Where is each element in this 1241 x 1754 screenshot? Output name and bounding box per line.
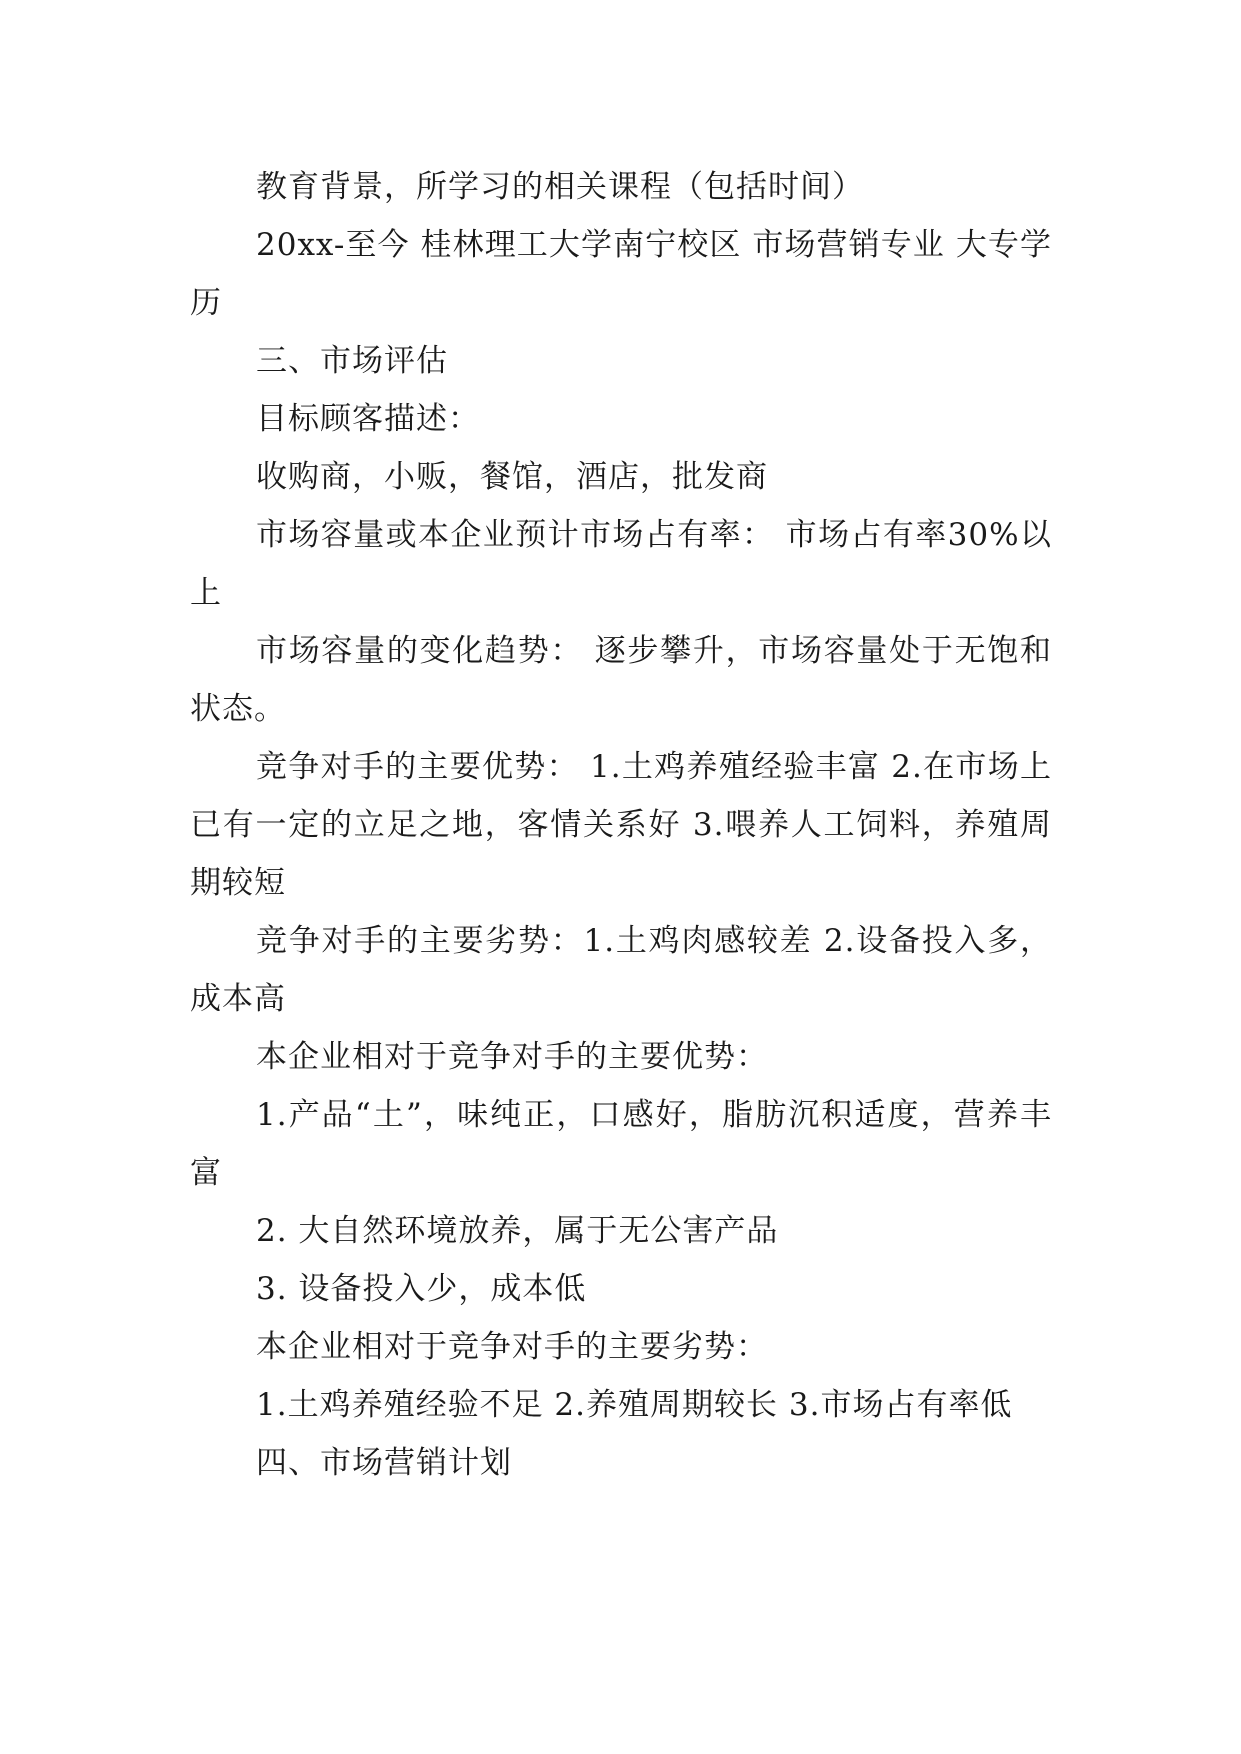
paragraph-market-share: 市场容量或本企业预计市场占有率： 市场占有率30%以上 bbox=[190, 517, 1052, 611]
paragraph-education-heading: 教育背景，所学习的相关课程（包括时间） bbox=[256, 169, 864, 205]
paragraph-education-detail: 20xx-至今 桂林理工大学南宁校区 市场营销专业 大专学历 bbox=[190, 227, 1052, 321]
paragraph-target-customers: 收购商，小贩，餐馆，酒店，批发商 bbox=[256, 459, 768, 495]
paragraph-target-customers-label: 目标顾客描述： bbox=[256, 401, 480, 437]
paragraph-own-strengths-label: 本企业相对于竞争对手的主要优势： bbox=[256, 1039, 768, 1075]
paragraph-own-strength-3: 3. 设备投入少，成本低 bbox=[256, 1271, 587, 1307]
paragraph-competitor-strengths: 竞争对手的主要优势： 1.土鸡养殖经验丰富 2.在市场上已有一定的立足之地，客情关系好 3.喂养人工饲料，养殖周期较短 bbox=[190, 749, 1052, 901]
section-heading-marketing-plan: 四、市场营销计划 bbox=[256, 1445, 512, 1481]
paragraph-own-strength-1: 1.产品“土”，味纯正，口感好，脂肪沉积适度，营养丰富 bbox=[190, 1097, 1052, 1191]
paragraph-market-trend: 市场容量的变化趋势： 逐步攀升，市场容量处于无饱和状态。 bbox=[190, 633, 1052, 727]
paragraph-own-strength-2: 2. 大自然环境放养，属于无公害产品 bbox=[256, 1213, 779, 1249]
document-body bbox=[190, 158, 1052, 1492]
section-heading-market-assessment: 三、市场评估 bbox=[256, 343, 448, 379]
paragraph-competitor-weaknesses: 竞争对手的主要劣势：1.土鸡肉感较差 2.设备投入多，成本高 bbox=[190, 923, 1052, 1017]
paragraph-own-weaknesses: 1.土鸡养殖经验不足 2.养殖周期较长 3.市场占有率低 bbox=[256, 1387, 1013, 1423]
paragraph-own-weaknesses-label: 本企业相对于竞争对手的主要劣势： bbox=[256, 1329, 768, 1365]
